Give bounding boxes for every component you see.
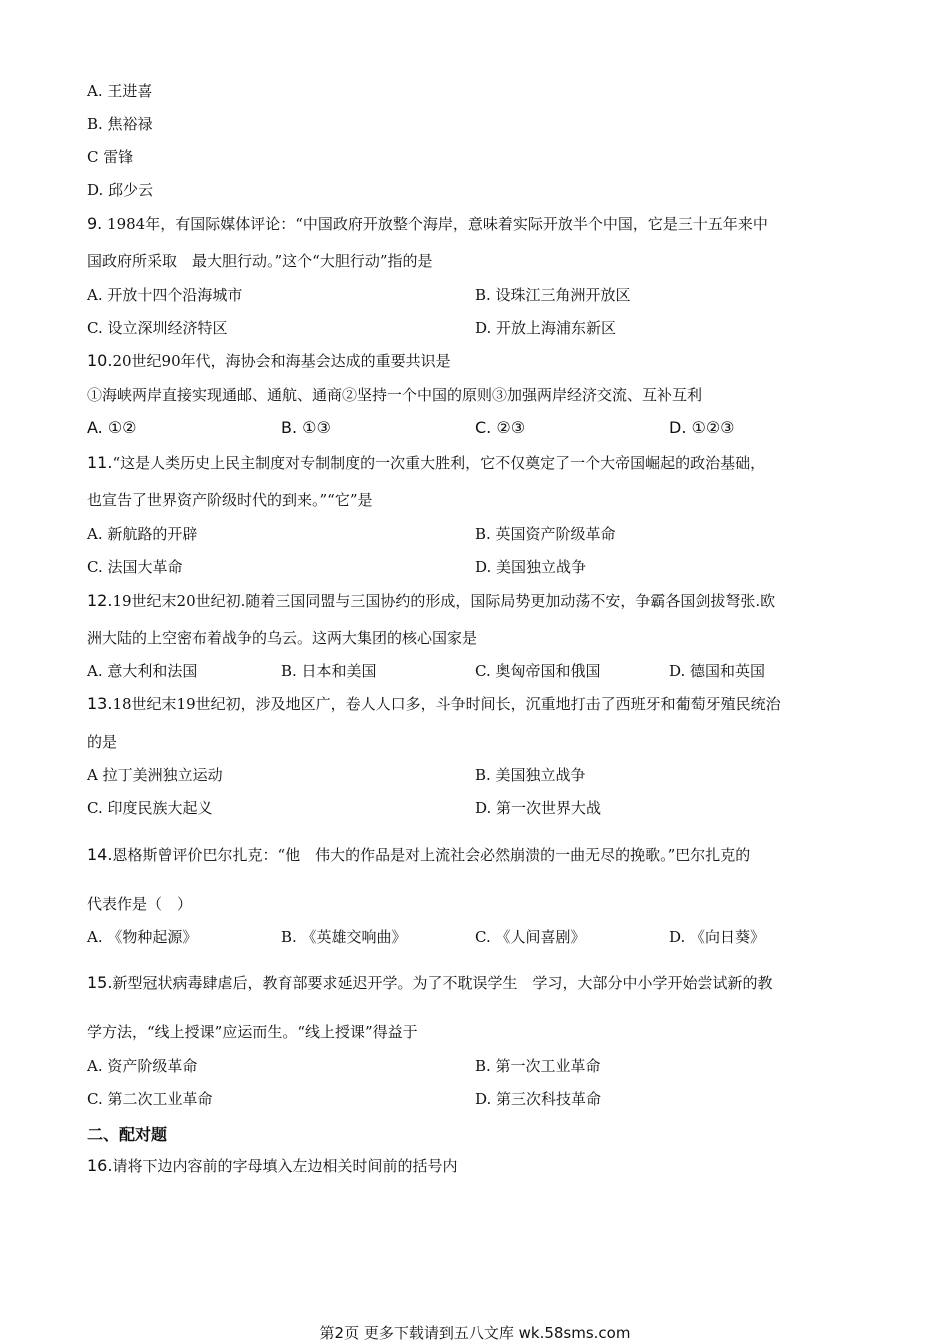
- q14-option-c: C. 《人间喜剧》: [475, 928, 586, 946]
- q14-option-a: A. 《物种起源》: [87, 928, 198, 946]
- q14-number: 14.: [87, 845, 113, 864]
- q10-option-b: B. ①③: [281, 418, 331, 437]
- q16-stem-line1: [87, 1156, 457, 1176]
- q14-option-b: B. 《英雄交响曲》: [281, 928, 407, 946]
- q10-stem-line1: [87, 351, 451, 371]
- q13-option-c: C. 印度民族大起义: [87, 799, 213, 817]
- q9-option-d: D. 开放上海浦东新区: [475, 319, 617, 337]
- q13-number: 13.: [87, 694, 113, 713]
- q11-option-a: A. 新航路的开辟: [87, 525, 198, 543]
- q10-option-a: A. ①②: [87, 418, 137, 437]
- q12-stem-line2: 洲大陆的上空密布着战争的乌云。这两大集团的核心国家是: [87, 629, 478, 647]
- q10-stem-line2: ①海峡两岸直接实现通邮、通航、通商②坚持一个中国的原则③加强两岸经济交流、互补互利: [87, 386, 703, 404]
- q8-option-c: C 雷锋: [87, 148, 134, 166]
- q12-option-b: B. 日本和美国: [281, 662, 377, 680]
- q9-stem-line1: [87, 214, 768, 234]
- q8-option-d: D. 邱少云: [87, 181, 154, 199]
- q13-stem-line1: [87, 694, 781, 714]
- q9-stem-line2: 国政府所采取 最大胆行动。”这个“大胆行动”指的是: [87, 252, 433, 270]
- q10-text-line1: 20世纪90年代，海协会和海基会达成的重要共识是: [112, 352, 451, 370]
- q10-number: 10.: [87, 351, 113, 370]
- q11-option-d: D. 美国独立战争: [475, 558, 587, 576]
- q14-text-line1: 恩格斯曾评价巴尔扎克：“他 伟大的作品是对上流社会必然崩溃的一曲无尽的挽歌。”巴尔扎克的: [112, 846, 751, 864]
- q10-option-c: C. ②③: [475, 418, 526, 437]
- page-footer: 第2页 更多下载请到五八文库 wk.58sms.com: [319, 1324, 631, 1342]
- q14-stem-line1: [87, 845, 750, 865]
- q9-text-line1: 1984年，有国际媒体评论：“中国政府开放整个海岸，意味着实际开放半个中国，它是三十五年来中: [102, 215, 768, 233]
- q11-number: 11.: [87, 453, 113, 472]
- q13-option-a: A 拉丁美洲独立运动: [87, 766, 223, 784]
- q15-option-d: D. 第三次科技革命: [475, 1090, 602, 1108]
- q11-option-b: B. 英国资产阶级革命: [475, 525, 616, 543]
- q15-number: 15.: [87, 973, 113, 992]
- q11-stem-line2: 也宣告了世界资产阶级时代的到来。”“它”是: [87, 491, 373, 509]
- q10-option-d: D. ①②③: [669, 418, 735, 437]
- q15-option-b: B. 第一次工业革命: [475, 1057, 601, 1075]
- q13-option-d: D. 第一次世界大战: [475, 799, 602, 817]
- q13-text-line1: 18世纪末19世纪初，涉及地区广，卷人人口多，斗争时间长，沉重地打击了西班牙和葡萄牙殖民统治: [112, 695, 781, 713]
- q12-option-c: C. 奥匈帝国和俄国: [475, 662, 601, 680]
- q11-option-c: C. 法国大革命: [87, 558, 183, 576]
- q12-number: 12.: [87, 591, 113, 610]
- q12-option-d: D. 德国和英国: [669, 662, 766, 680]
- q16-number: 16.: [87, 1156, 113, 1175]
- q13-option-b: B. 美国独立战争: [475, 766, 586, 784]
- q8-option-b: B. 焦裕禄: [87, 115, 153, 133]
- q13-stem-line2: 的是: [87, 733, 118, 751]
- q9-option-c: C. 设立深圳经济特区: [87, 319, 228, 337]
- q11-stem-line1: [87, 453, 765, 473]
- q14-stem-line2: 代表作是（ ）: [87, 895, 193, 913]
- q12-option-a: A. 意大利和法国: [87, 662, 198, 680]
- q8-option-a: A. 王进喜: [87, 82, 153, 100]
- q15-stem-line2: 学方法，“线上授课”应运而生。“线上授课”得益于: [87, 1023, 418, 1041]
- q16-text-line1: 请将下边内容前的字母填入左边相关时间前的括号内: [112, 1157, 458, 1175]
- q14-option-d: D. 《向日葵》: [669, 928, 766, 946]
- q12-stem-line1: [87, 591, 775, 611]
- section-title: 二、配对题: [87, 1125, 168, 1144]
- q9-option-a: A. 开放十四个沿海城市: [87, 286, 243, 304]
- q15-option-c: C. 第二次工业革命: [87, 1090, 213, 1108]
- q15-option-a: A. 资产阶级革命: [87, 1057, 198, 1075]
- q12-text-line1: 19世纪末20世纪初.随着三国同盟与三国协约的形成，国际局势更加动荡不安，争霸各国剑拔弩张.欧: [112, 592, 776, 610]
- q9-number: 9.: [87, 214, 103, 233]
- q15-text-line1: 新型冠状病毒肆虐后，教育部要求延迟开学。为了不耽误学生 学习，大部分中小学开始尝试新的教: [112, 974, 773, 992]
- q9-option-b: B. 设珠江三角洲开放区: [475, 286, 631, 304]
- q11-text-line1: “这是人类历史上民主制度对专制制度的一次重大胜利，它不仅奠定了一个大帝国崛起的政治基础，: [112, 454, 766, 472]
- q15-stem-line1: [87, 973, 772, 993]
